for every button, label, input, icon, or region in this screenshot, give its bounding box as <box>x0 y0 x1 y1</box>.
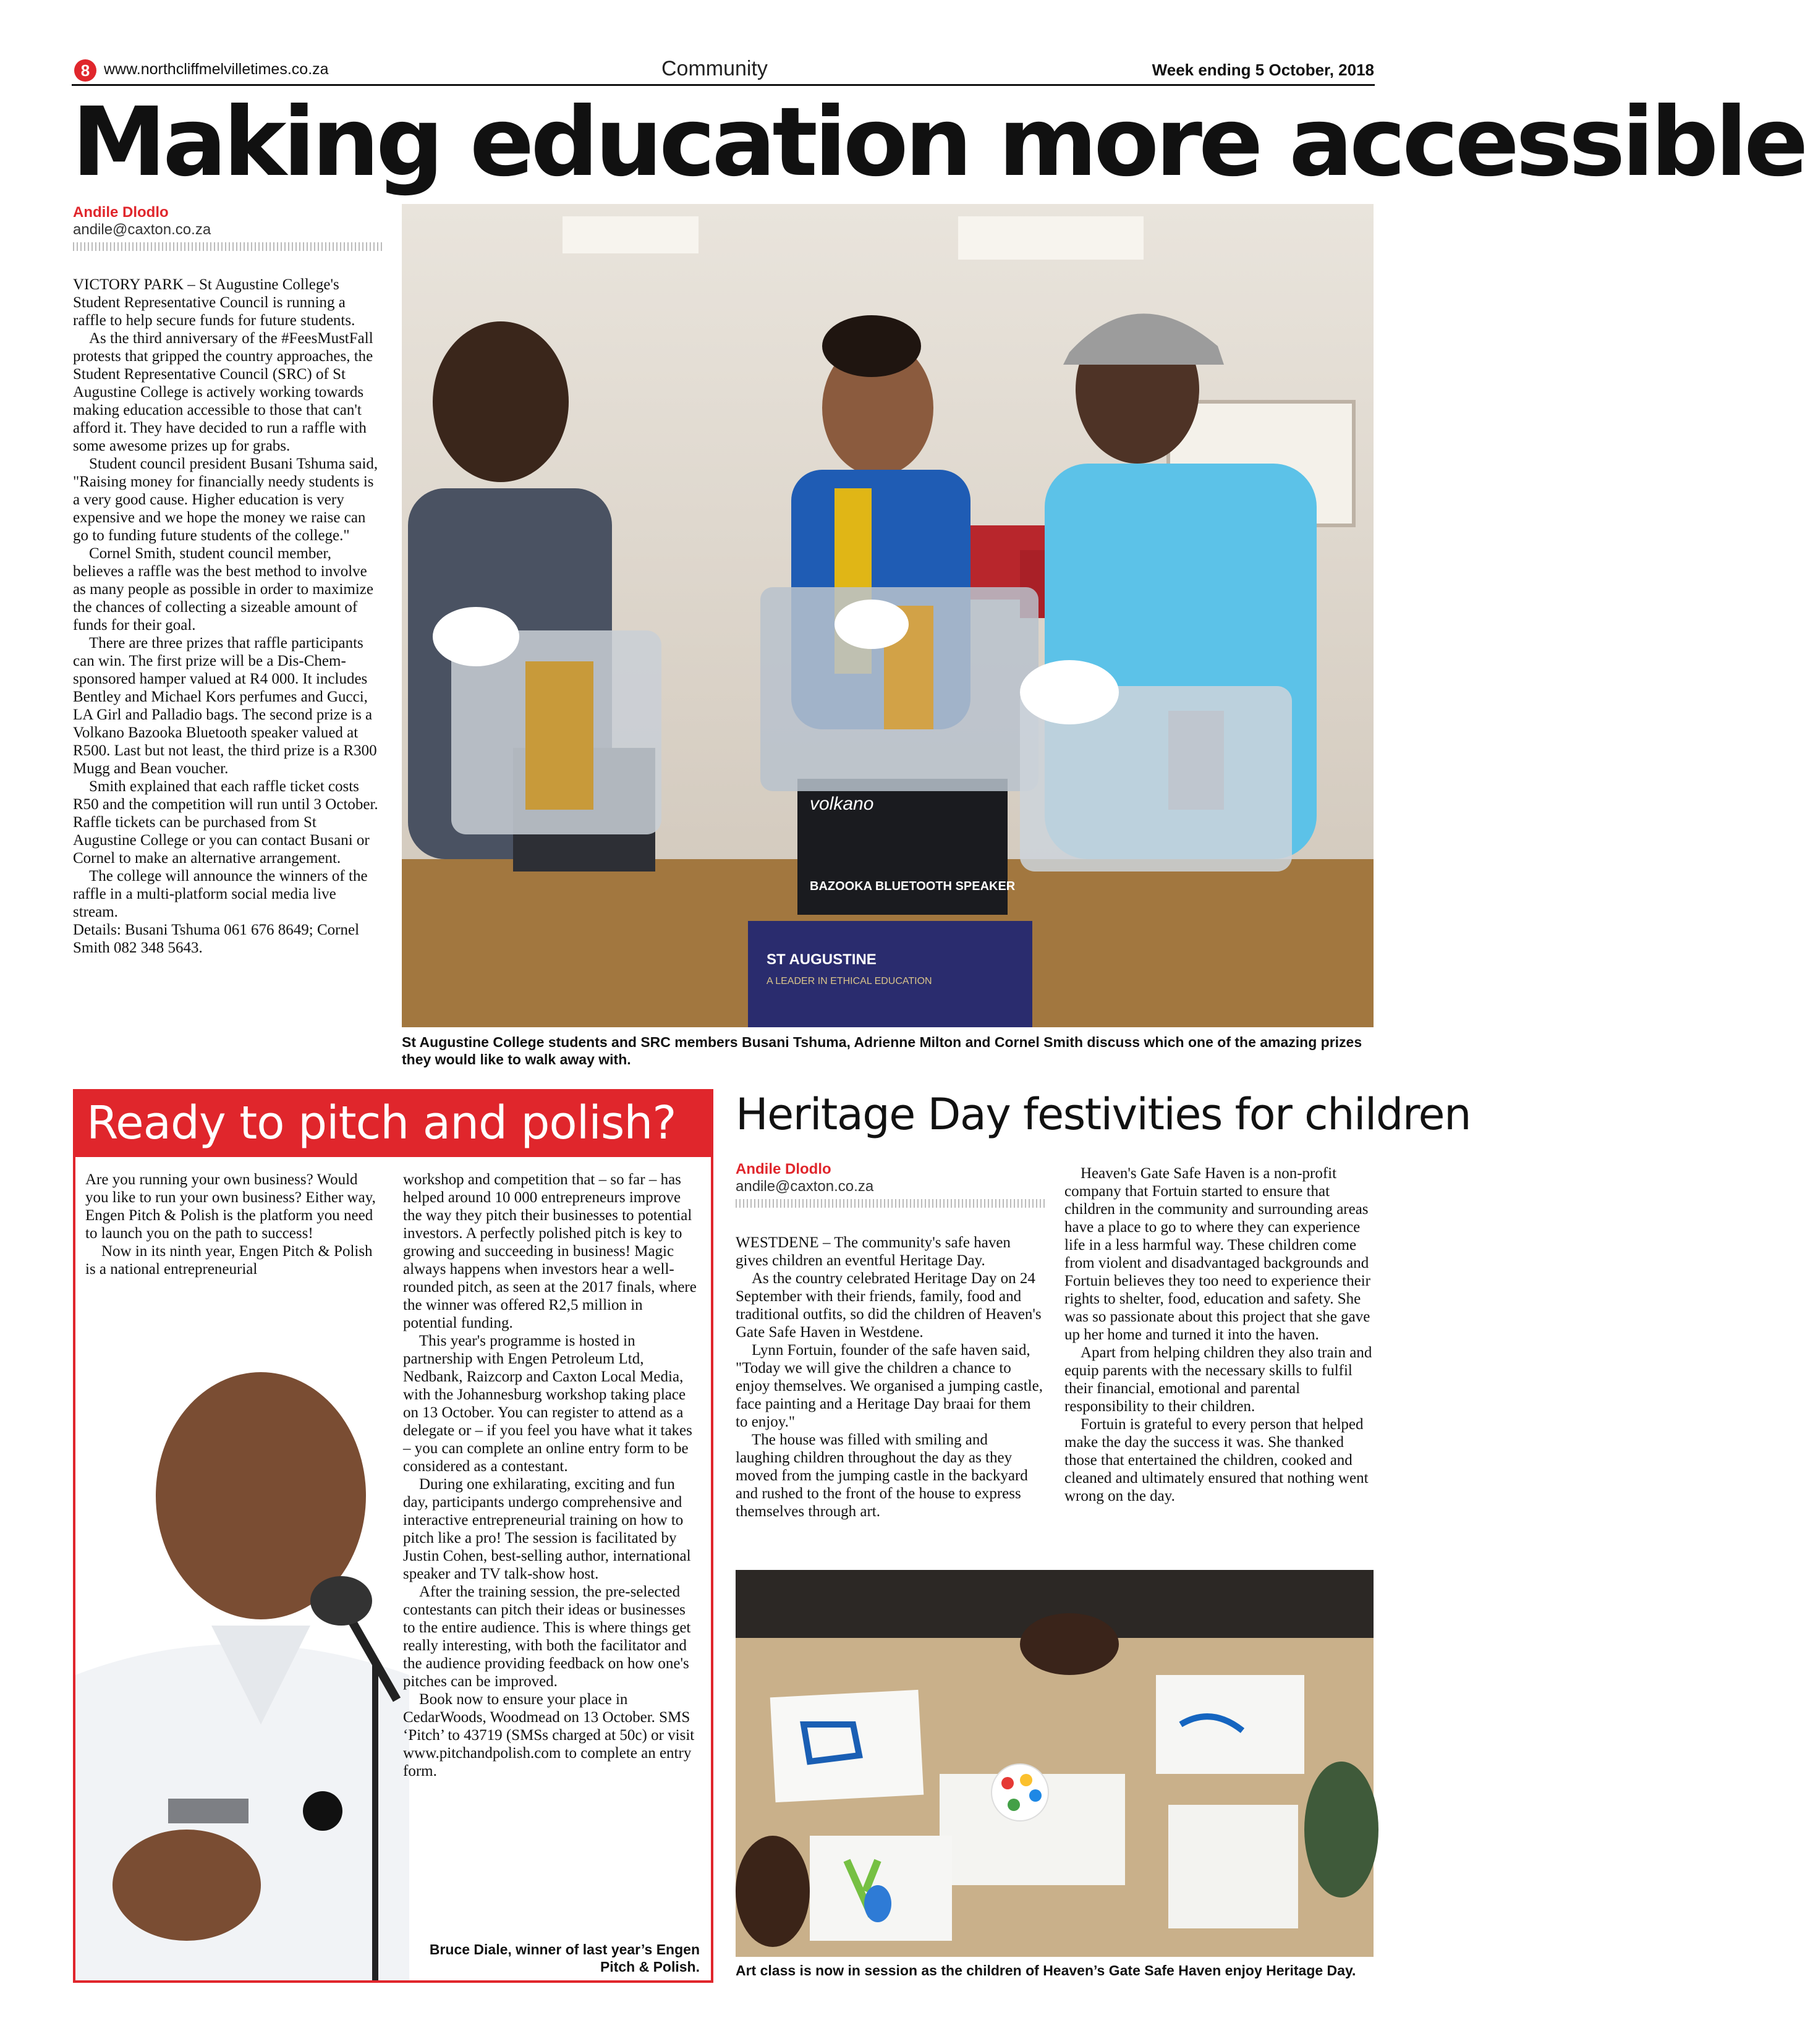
heritage-byline <box>736 1161 1045 1208</box>
paragraph: Book now to ensure your place in CedarWoods, Woodmead on 13 October. SMS ‘Pitch’ to 43719 (SMSs charged at 50c) or visit www.pitchandpolish.com to complete an entry form. <box>403 1691 695 1779</box>
byline-divider <box>736 1199 1045 1208</box>
photo-speaker-product: BAZOOKA BLUETOOTH SPEAKER <box>810 880 1016 893</box>
paragraph: Cornel Smith, student council member, believes a raffle was the best method to involve as many people as possible in order to maximize the chances of collecting a sizeable amount of funds for their goal. <box>73 545 373 634</box>
main-byline <box>73 204 382 251</box>
main-photo-caption: St Augustine College students and SRC members Busani Tshuma, Adrienne Milton and Cornel Smith discuss which one of the amazing prizes they would like to walk away with. <box>402 1034 1362 1067</box>
paragraph: Lynn Fortuin, founder of the safe haven said, "Today we will give the children a chance to enjoy themselves. We organised a jumping castle, face painting and a Heritage Day braai for them to enjoy." <box>736 1342 1043 1430</box>
pitch-column-2 <box>403 1171 700 1780</box>
paragraph: As the country celebrated Heritage Day on 24 September with their friends, family, food and traditional outfits, so did the children of Heaven's Gate Safe Haven in Westdene. <box>736 1270 1042 1341</box>
paragraph: Smith explained that each raffle ticket costs R50 and the competition will run until 3 October. Raffle tickets can be purchased from St Augustine College or you can contact Busani or Cornel to make an alternative arrangement. <box>73 778 378 867</box>
byline-divider <box>73 242 382 251</box>
photo-school-name: ST AUGUSTINE <box>767 951 877 968</box>
pitch-banner: Ready to pitch and polish? <box>73 1089 713 1157</box>
byline-email[interactable]: andile@caxton.co.za <box>73 221 211 238</box>
heritage-column-2 <box>1064 1164 1374 1505</box>
paragraph: As the third anniversary of the #FeesMustFall protests that gripped the country approaches, the Student Representative Council (SRC) of St Augustine College is actively working towards making education accessible to those that can't afford it. They have decided to run a raffle with some awesome prizes up for grabs. <box>73 330 373 454</box>
paragraph: WESTDENE – The community's safe haven gives children an eventful Heritage Day. <box>736 1234 1011 1269</box>
heritage-photo <box>736 1570 1374 1957</box>
paragraph: workshop and competition that – so far – has helped around 10 000 entrepreneurs improve the way they pitch their businesses to potential investors. A perfectly polished pitch is key to growing and succeeding in business! Magic always happens when investors hear a well-rounded pitch, as seen at the 2017 finals, where the winner was offered R2,5 million in potential funding. <box>403 1171 697 1331</box>
paragraph: Student council president Busani Tshuma said, "Raising money for financially needy students is a very good cause. Higher education is very expensive and we hope the money we raise can go to funding future students of the college." <box>73 456 378 544</box>
issue-date: Week ending 5 October, 2018 <box>1152 61 1374 79</box>
paragraph: Heaven's Gate Safe Haven is a non-profit company that Fortuin started to ensure that children in the community and surrounding areas have a place to go to where they can experience life in a less harmful way. These children come from violent and disadvantaged backgrounds and Fortuin believes they too need to experience their rights to shelter, food, education and safety. She was so passionate about this project that she gave up her home and turned it into the haven. <box>1064 1165 1370 1343</box>
site-url[interactable]: www.northcliffmelvilletimes.co.za <box>104 61 329 78</box>
paragraph: Apart from helping children they also train and equip parents with the necessary skills to fulfil their financial, emotional and parental responsibility to their children. <box>1064 1344 1372 1415</box>
section-name: Community <box>661 57 768 80</box>
byline-email[interactable]: andile@caxton.co.za <box>736 1178 874 1195</box>
paragraph: The college will announce the winners of the raffle in a multi-platform social media live stream. <box>73 868 368 920</box>
heritage-column-1 <box>736 1234 1045 1520</box>
main-article-body <box>73 276 382 957</box>
paragraph: There are three prizes that raffle participants can win. The first prize will be a Dis-Chem-sponsored hamper valued at R4 000. It includes Bentley and Michael Kors perfumes and Gucci, LA Girl and Palladio bags. The second prize is a Volkano Bazooka Bluetooth speaker valued at R500. Last but not least, the third prize is a R300 Mugg and Bean voucher. <box>73 635 377 777</box>
contact-details: Details: Busani Tshuma 061 676 8649; Cornel Smith 082 348 5643. <box>73 922 360 956</box>
heritage-photo-caption: Art class is now in session as the children of Heaven’s Gate Safe Haven enjoy Heritage Day. <box>736 1962 1356 1978</box>
pitch-column-1 <box>85 1171 382 1278</box>
paragraph: VICTORY PARK – St Augustine College's Student Representative Council is running a raffle to help secure funds for future students. <box>73 276 355 329</box>
main-headline: Making education more accessible <box>72 87 1805 198</box>
paragraph: During one exhilarating, exciting and fun day, participants undergo comprehensive and interactive entrepreneurial training on how to pitch like a pro! The session is facilitated by Justin Cohen, best-selling author, international speaker and TV talk-show host. <box>403 1476 691 1582</box>
paragraph: After the training session, the pre-selected contestants can pitch their ideas or businesses to the entire audience. This is where things get really interesting, with both the facilitator and the audience providing feedback on how one's pitches can be improved. <box>403 1584 691 1690</box>
paragraph: Fortuin is grateful to every person that helped make the day the success it was. She thanked those that entertained the children, cooked and cleaned and ultimately ensured that nothing went wrong on the day. <box>1064 1416 1369 1504</box>
byline-author: Andile Dlodlo <box>73 204 169 221</box>
photo-school-tagline: A LEADER IN ETHICAL EDUCATION <box>767 976 932 986</box>
paragraph: The house was filled with smiling and laughing children throughout the day as they moved from the jumping castle in the backyard and rushed to the front of the house to express themselves through art. <box>736 1431 1028 1520</box>
main-photo <box>402 204 1374 1027</box>
heritage-headline: Heritage Day festivities for children <box>736 1089 1471 1140</box>
paragraph: Are you running your own business? Would you like to run your own business? Either way, Engen Pitch & Polish is the platform you need to launch you on the path to success! <box>85 1171 376 1242</box>
byline-author: Andile Dlodlo <box>736 1161 831 1177</box>
photo-speaker-brand: volkano <box>810 794 874 814</box>
pitch-photo-caption: Bruce Diale, winner of last year’s Engen Pitch & Polish. <box>429 1941 700 1975</box>
paragraph: This year's programme is hosted in partnership with Engen Petroleum Ltd, Nedbank, Raizcorp and Caxton Local Media, with the Johannesburg workshop taking place on 13 October. You can register to attend as a delegate or – if you feel you have what it takes – you can complete an online entry form to be considered as a contestant. <box>403 1333 692 1475</box>
pitch-photo <box>75 1354 409 1980</box>
paragraph: Now in its ninth year, Engen Pitch & Polish is a national entrepreneurial <box>85 1243 373 1278</box>
header-rule <box>72 84 1375 86</box>
page-number-badge: 8 <box>74 59 96 82</box>
